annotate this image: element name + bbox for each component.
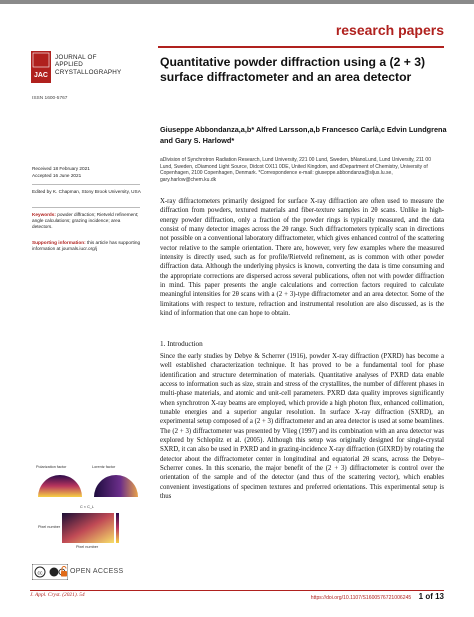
sidebar-divider [32,184,140,185]
keywords [32,212,142,231]
journal-name-line-3: CRYSTALLOGRAPHY [55,68,122,76]
editor-note: Edited by K. Chapman, Stony Brook University, USA [32,189,141,194]
issn: ISSN 1600-5767 [32,96,68,101]
journal-name-line-1: JOURNAL OF [55,54,97,61]
affiliations: aDivision of Synchrotron Radiation Research, Lund University, 221 00 Lund, Sweden, bNanoLund, Lund University, 211 00 Lund, Sweden, cDiamond Light Source, Didcot OX11 0DE, United Kingdom, and dDepartment of Chemistry, University of Copenhagen, 2100 Copenhagen, Denmark. *Correspondence e-mail: giuseppe.abbondanza@sljus.lu.se, gary.harlow@chem.ku.dk [160,157,431,183]
open-access-label: OPEN ACCESS [70,568,124,575]
footer-citation: J. Appl. Cryst. (2021). 54 [30,592,85,598]
keywords-text: powder diffraction; Rietveld refinement; angle calculations; grazing incidence; area detectors. [32,212,139,230]
supporting-information [32,240,142,252]
page-number: 1 of 13 [418,592,444,601]
accepted-date: Accepted 16 June 2021 [32,173,82,178]
lorentz-label: Lorentz factor [92,465,116,469]
colorbar [116,513,119,543]
section-heading: 1. Introduction [160,340,203,348]
combined-label: C × C_L [80,505,95,509]
combined-heatmap [62,513,114,543]
open-access-lock-icon [60,565,68,577]
lorentz-polar-plot [94,475,138,497]
supporting-label: Supporting information: [32,240,86,245]
keywords-label: Keywords: [32,212,56,217]
footer-right [311,592,444,601]
introduction-text: Since the early studies by Debye & Scherrer (1916), powder X-ray diffraction (PXRD) has become a well established characterization technique. It has proved to be a fundamental tool for phase identification and structure determination of materials. Quantitative analyses of PXRD data enable access to information such as size, strain and stress of the crystallites, the number of different phases in multi-phase materials, and atomic and unit-cell parameters. PXRD data quality improves significantly when synchrotron X-ray beams are employed, which provide a high photon flux, enhanced collimation, tunable energies and a superior angular resolution. In surface X-ray diffraction (SXRD), an experimental setup composed of a (2 + 3) diffractometer and an area detector is used at some beamlines. The (2 + 3) diffractometer was presented by Vlieg (1997) and its combination with an area detector was explored by Schlepütz et al. (2005). Although this setup was originally designed for single-crystal SXRD, it can also be used in PXRD and in grazing-incidence X-ray diffraction (GIXRD) by rotating the detector about the diffractometer center in longitudinal and equatorial 2θ scans, across the Debye–Scherrer cones. In this scenario, the major benefit of the (2 + 3) diffractometer is control over the orientation of the sample and of the detector (and thus of the scattering vector), which enables convenient investigations of specimen textures and preferred orientations. This experimental setup is thus [160,353,444,501]
polarization-polar-plot [38,475,82,497]
polarization-label: Polarization factor [36,465,67,469]
y-axis-label: Pixel number [38,525,61,529]
section-rule [158,46,444,48]
sidebar-divider [32,207,140,208]
x-axis-label: Pixel number [76,545,99,549]
journal-logo [31,51,51,83]
author-list: Giuseppe Abbondanza,a,b* Alfred Larsson,a,b Francesco Carlà,c Edvin Lundgrena and Gary S. Harlowd* [160,125,447,145]
article-title: Quantitative powder diffraction using a (2 + 3) surface diffractometer and an area detector [160,55,426,84]
abstract: X-ray diffractometers primarily designed for surface X-ray diffraction are often used to measure the diffraction from powders, textured materials and fiber-texture samples in 2θ scans. Unlike in high-energy powder diffraction, only a fraction of the powder rings is typically measured, and the data consist of many detector images across the 2θ range. Such diffractometers typically scan in directions not possible on a conventional laboratory diffractometer, which gives enhanced control of the scattering vector relative to the sample orientation. There are, however, very few examples where the measured intensity is directly used, such as for profile/Rietveld refinement, as is common with other powder diffraction data. Although the underlying physics is known, converting the data is time consuming and the appropriate corrections are dispersed across several publications, often not with powder diffraction in mind. This paper presents the angle calculations and correction factors required to calculate meaningful intensities for 2θ scans with a (2 + 3)-type diffractometer and an area detector. Some of the limitations with respect to texture, refraction and instrumental resolution are also discussed, as is the kind of information that one can hope to obtain. [160,198,444,318]
supporting-text[interactable]: this article has supporting information at journals.iucr.org/j [32,240,141,252]
received-date: Received 18 February 2021 [32,166,90,171]
svg-text:cc: cc [37,570,43,577]
footer-doi[interactable]: https://doi.org/10.1107/S1600576721006245 [310,595,412,601]
graphical-abstract-figure [32,465,144,555]
footer-rule [30,590,444,591]
section-label: research papers [335,22,444,38]
logo-text: JAC [33,72,49,79]
journal-name-line-2: APPLIED [55,61,83,69]
top-rule [0,0,474,4]
journal-name [55,54,121,76]
